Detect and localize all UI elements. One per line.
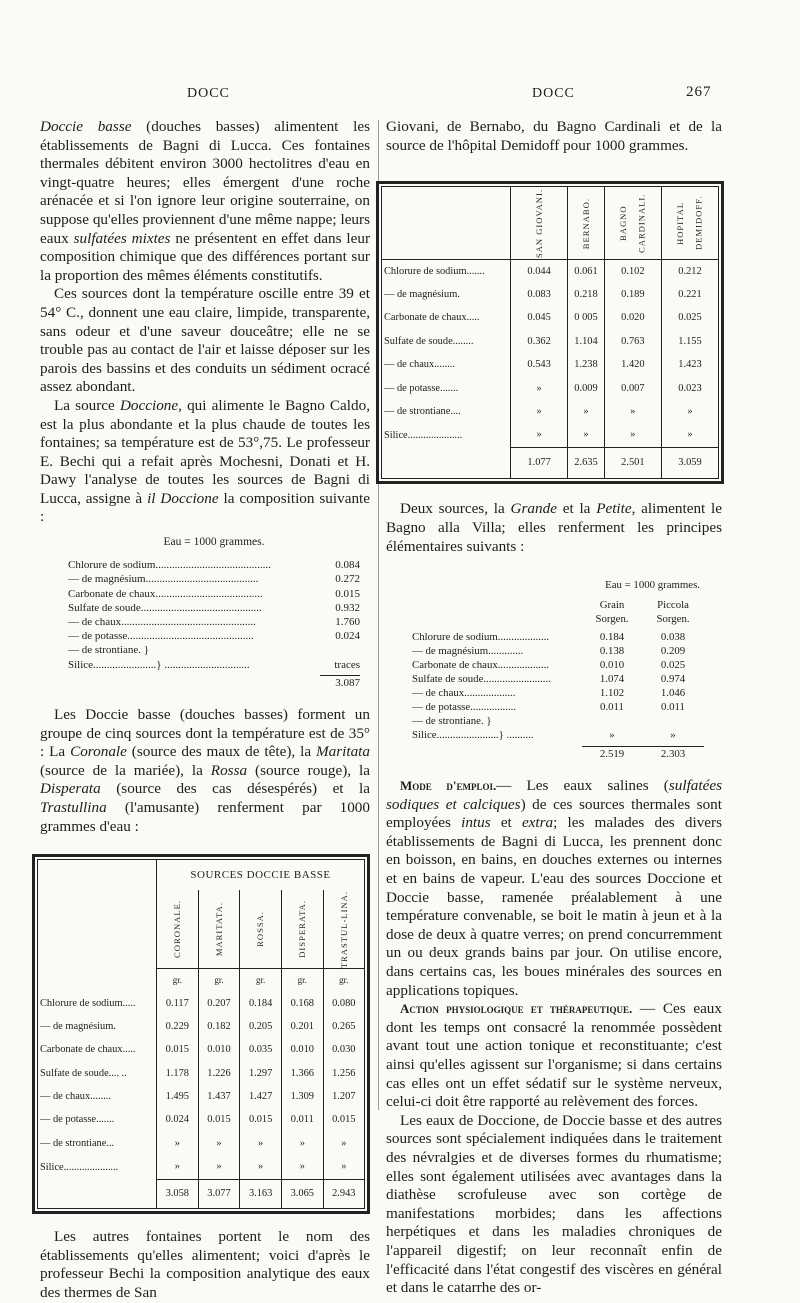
total-cell: 2.943 bbox=[323, 1180, 364, 1209]
table-cell: 0.543 bbox=[511, 354, 568, 377]
composition-row bbox=[68, 587, 360, 601]
table-cell: 0.102 bbox=[604, 260, 661, 284]
table-cell: » bbox=[323, 1156, 364, 1180]
component-name: Carbonate de chaux....................................... bbox=[68, 587, 263, 600]
table-row bbox=[38, 1039, 364, 1062]
page-number: 267 bbox=[686, 84, 712, 100]
component-name: Sulfate de soude......................... bbox=[412, 673, 551, 686]
column-header: MARITATA. bbox=[213, 902, 224, 957]
table-cell: 0.168 bbox=[281, 992, 323, 1015]
paragraph-giovani: Giovani, de Bernabo, du Bagno Cardinali et de la source de l'hôpital Demidoff pour 1000 grammes. bbox=[386, 118, 722, 154]
table-row bbox=[38, 1062, 364, 1085]
table-cell: 0.015 bbox=[157, 1039, 199, 1062]
component-name: — de chaux................................................. bbox=[68, 616, 256, 629]
table-cell: 0.265 bbox=[323, 1016, 364, 1039]
term-doccie-basse: Doccie basse bbox=[40, 118, 132, 135]
table-cell: » bbox=[281, 1156, 323, 1180]
table-cell: 1.366 bbox=[281, 1062, 323, 1085]
table-cell: » bbox=[240, 1132, 282, 1155]
composition-row bbox=[412, 672, 704, 686]
value-piccola: 0.974 bbox=[660, 673, 686, 686]
table-cell: 0.189 bbox=[604, 284, 661, 307]
table-cell: 0.007 bbox=[604, 377, 661, 400]
total-cell: 3.163 bbox=[240, 1180, 282, 1209]
right-column bbox=[386, 118, 722, 1298]
row-label: Carbonate de chaux..... bbox=[384, 312, 480, 324]
composition-row bbox=[68, 601, 360, 615]
table-cell: » bbox=[604, 424, 661, 448]
table-cell: 1.437 bbox=[198, 1086, 240, 1109]
unit-label: gr. bbox=[323, 969, 364, 992]
table-cell: 1.297 bbox=[240, 1062, 282, 1085]
running-header-right: DOCC bbox=[532, 86, 575, 101]
total-cell: 3.059 bbox=[661, 448, 718, 479]
value-grain: 0.010 bbox=[599, 659, 625, 672]
value-grain: » bbox=[609, 729, 615, 742]
table-cell: 0.229 bbox=[157, 1016, 199, 1039]
row-label: — de strontiane... bbox=[40, 1137, 115, 1149]
table-cell: 0.045 bbox=[511, 307, 568, 330]
table-cell: 0.212 bbox=[661, 260, 718, 284]
table-cell: 0.184 bbox=[240, 992, 282, 1015]
table-cell: 0.030 bbox=[323, 1039, 364, 1062]
table-cell: » bbox=[198, 1132, 240, 1155]
heading-action: Action physiologique et thérapeutique. bbox=[400, 1001, 633, 1017]
table-other-sources bbox=[376, 181, 724, 484]
value-piccola: » bbox=[670, 729, 676, 742]
column-header: BERNABO. bbox=[580, 197, 591, 249]
table-cell: 1.309 bbox=[281, 1086, 323, 1109]
value-grain: 0.011 bbox=[600, 701, 624, 714]
composition-row bbox=[412, 644, 704, 658]
table-cell: 0.025 bbox=[661, 307, 718, 330]
table-cell: 0 005 bbox=[568, 307, 605, 330]
value-grain: 1.102 bbox=[599, 687, 625, 700]
table-cell: » bbox=[198, 1156, 240, 1180]
table-cell: » bbox=[240, 1156, 282, 1180]
value-grain bbox=[582, 714, 642, 728]
component-name: — de strontiane. } bbox=[68, 644, 150, 657]
table-cell: 0.010 bbox=[281, 1039, 323, 1062]
table-cell: 0.035 bbox=[240, 1039, 282, 1062]
paragraph-autres-fontaines: Les autres fontaines portent le nom des établissements qu'elles alimentent; voici d'après le professeur Bechi la composition analytique des eaux des thermes de San bbox=[40, 1228, 370, 1302]
component-value bbox=[320, 643, 360, 657]
value-piccola: 1.046 bbox=[660, 687, 686, 700]
table-cell: 0.218 bbox=[568, 284, 605, 307]
table-caption: SOURCES DOCCIE BASSE bbox=[157, 860, 365, 890]
table-cell: 0.763 bbox=[604, 330, 661, 353]
table-cell: 1.226 bbox=[198, 1062, 240, 1085]
component-value: 1.760 bbox=[335, 616, 360, 629]
composition-row bbox=[68, 643, 360, 657]
composition-row bbox=[68, 629, 360, 643]
column-header: CORONALE. bbox=[172, 900, 183, 959]
component-name: Silice.......................} ............................... bbox=[68, 658, 250, 671]
unit-label: gr. bbox=[240, 969, 282, 992]
total-cell: 2.501 bbox=[604, 448, 661, 479]
doccione-composition bbox=[68, 535, 360, 690]
composition-row bbox=[68, 572, 360, 586]
table-cell: » bbox=[157, 1156, 199, 1180]
totals-row bbox=[38, 1180, 364, 1209]
total-cell: 3.065 bbox=[281, 1180, 323, 1209]
table-row bbox=[382, 424, 718, 448]
table-cell: 1.495 bbox=[157, 1086, 199, 1109]
table-cell: 0.061 bbox=[568, 260, 605, 284]
composition-row bbox=[412, 700, 704, 714]
table-cell: 1.420 bbox=[604, 354, 661, 377]
component-value: 0.932 bbox=[335, 601, 360, 614]
heading-mode-emploi: Mode d'emploi. bbox=[400, 778, 497, 794]
paragraph-temperature: Ces sources dont la température oscille entre 39 et 54° C., donnent une eau claire, limpide, transparente, sans odeur et d'une saveur douceâtre; elle ne se trouble pas au contact de l'air et laisse déposer sur les parois des bassins et des conduits un sédiment ocracé assez abondant. bbox=[40, 285, 370, 396]
composition-row bbox=[68, 615, 360, 629]
total-cell: 3.077 bbox=[198, 1180, 240, 1209]
table-cell: » bbox=[157, 1132, 199, 1155]
total-cell: 3.058 bbox=[157, 1180, 199, 1209]
row-label: Silice..................... bbox=[40, 1161, 119, 1173]
table-cell: 0.207 bbox=[198, 992, 240, 1015]
row-label: — de chaux........ bbox=[384, 359, 455, 371]
row-label: Sulfate de soude.... .. bbox=[40, 1067, 127, 1079]
unit-label: gr. bbox=[281, 969, 323, 992]
composition-caption: Eau = 1000 grammes. bbox=[163, 536, 265, 549]
table-cell: 0.010 bbox=[198, 1039, 240, 1062]
value-piccola: 0.011 bbox=[661, 701, 685, 714]
column-header: ROSSA. bbox=[255, 911, 266, 948]
composition-row bbox=[412, 714, 704, 728]
value-grain: 0.184 bbox=[599, 631, 625, 644]
table-cell: 0.020 bbox=[604, 307, 661, 330]
table-row bbox=[38, 1109, 364, 1132]
component-name: — de chaux................... bbox=[412, 687, 516, 700]
table-row bbox=[382, 260, 718, 284]
column-header: BAGNO CARDINALI. bbox=[618, 193, 647, 253]
row-label: Chlorure de sodium....... bbox=[384, 265, 485, 277]
table-cell: » bbox=[661, 424, 718, 448]
col-grain-sorgen: Grain Sorgen. bbox=[595, 599, 629, 626]
row-label: — de chaux........ bbox=[40, 1091, 111, 1103]
table-cell: 1.155 bbox=[661, 330, 718, 353]
table-row bbox=[382, 330, 718, 353]
component-value: 0.015 bbox=[335, 587, 360, 600]
unit-label: gr. bbox=[157, 969, 199, 992]
table-cell: 0.009 bbox=[568, 377, 605, 400]
component-value: 0.272 bbox=[335, 573, 360, 586]
component-name: — de strontiane. } bbox=[412, 715, 492, 728]
table-cell: 0.201 bbox=[281, 1016, 323, 1039]
table-cell: » bbox=[281, 1132, 323, 1155]
table-cell: 1.423 bbox=[661, 354, 718, 377]
table-cell: 0.044 bbox=[511, 260, 568, 284]
row-label: Sulfate de soude........ bbox=[384, 335, 474, 347]
composition-row bbox=[412, 686, 704, 700]
table-cell: 0.011 bbox=[281, 1109, 323, 1132]
component-name: Silice.......................} .......... bbox=[412, 729, 534, 742]
table-cell: » bbox=[568, 424, 605, 448]
column-header: SAN GIOVANI. bbox=[533, 188, 544, 258]
table-cell: 0.362 bbox=[511, 330, 568, 353]
table-cell: 1.238 bbox=[568, 354, 605, 377]
total-grain: 2.519 bbox=[582, 746, 642, 761]
column-header: HOPITAL DEMIDOFF. bbox=[675, 196, 704, 251]
total-piccola: 2.303 bbox=[642, 746, 704, 761]
component-value: 0.024 bbox=[335, 630, 360, 643]
value-grain: 0.138 bbox=[599, 645, 625, 658]
composition-row bbox=[68, 658, 360, 672]
table-row bbox=[38, 1156, 364, 1180]
table-cell: » bbox=[568, 401, 605, 424]
running-header-left: DOCC bbox=[187, 86, 230, 101]
component-value: traces bbox=[334, 658, 360, 671]
paragraph-indications: Les eaux de Doccione, de Doccie basse et des autres sources sont spécialement indiquées dans le traitement des névralgies et de diverses formes du rhumatisme; elles sont également utilisées avec avantages dans la diathèse scrofuleuse avec son cortège de manifestations morbides; dans les affections herpétiques et dans les maladies chroniques de l'appareil digestif; on leur reconnaît enfin de l'efficacité dans l'état congestif des viscères en général et dans le catarrhe des or- bbox=[386, 1111, 722, 1297]
table-row bbox=[382, 284, 718, 307]
table-cell: 0.015 bbox=[323, 1109, 364, 1132]
villa-composition bbox=[412, 578, 704, 761]
totals-row bbox=[382, 448, 718, 479]
column-header: DISPERATA. bbox=[297, 900, 307, 959]
table-cell: 1.256 bbox=[323, 1062, 364, 1085]
paragraph-action: Action physiologique et thérapeutique. — Ces eaux dont les temps ont consacré la renommée possèdent avant tout une action tonique et reconstituante; c'est ainsi qu'elles agissent sur l'organisme; si dans certains cas elles ont un effet sédatif sur le système nerveux, celui-ci doit être rapporté au relèvement des forces. bbox=[386, 1000, 722, 1111]
value-piccola: 0.038 bbox=[660, 631, 686, 644]
table-cell: 0.015 bbox=[198, 1109, 240, 1132]
paragraph-mode-emploi: Mode d'emploi.— Les eaux salines (sulfatées sodiques et calciques) de ces sources thermales sont employées intus et extra; les malades des divers établissements de Bagni di Lucca, les prennent donc en boisson, en bains, en douches externes ou internes et en bains de vapeur. L'eau des sources Doccione et Doccie basse, ramenée préalablement à une température convenable, se boit le matin à jeun et à la dose de deux à quatre verres; on prend concurremment un ou deux grands bains par jour. On utilise encore, dans certains cas, les boues minérales des sources en applications topiques. bbox=[386, 777, 722, 999]
table-cell: 0.083 bbox=[511, 284, 568, 307]
paragraph-deux-sources: Deux sources, la Grande et la Petite, alimentent le Bagno alla Villa; elles renferment les principes élémentaires suivants : bbox=[386, 500, 723, 555]
total-cell: 1.077 bbox=[511, 448, 568, 479]
table-row bbox=[382, 307, 718, 330]
row-label: — de strontiane.... bbox=[384, 405, 461, 417]
villa-caption: Eau = 1000 grammes. bbox=[605, 579, 700, 592]
table-cell: 0.080 bbox=[323, 992, 364, 1015]
table-cell: » bbox=[661, 401, 718, 424]
table-cell: 0.182 bbox=[198, 1016, 240, 1039]
component-name: Carbonate de chaux................... bbox=[412, 659, 550, 672]
table-cell: 0.015 bbox=[240, 1109, 282, 1132]
component-name: — de potasse................. bbox=[412, 701, 517, 714]
row-label: Chlorure de sodium..... bbox=[40, 997, 136, 1009]
component-name: — de magnésium......................................... bbox=[68, 573, 259, 586]
table-row bbox=[38, 992, 364, 1015]
row-label: — de potasse....... bbox=[384, 382, 459, 394]
row-label: — de potasse....... bbox=[40, 1114, 115, 1126]
value-piccola bbox=[642, 714, 704, 728]
row-label: — de magnésium. bbox=[40, 1020, 116, 1032]
unit-label: gr. bbox=[198, 969, 240, 992]
composition-row bbox=[412, 630, 704, 644]
table-row bbox=[38, 1132, 364, 1155]
row-label: — de magnésium. bbox=[384, 288, 460, 300]
component-name: — de magnésium............. bbox=[412, 645, 524, 658]
component-name: Chlorure de sodium.......................................... bbox=[68, 559, 271, 572]
value-piccola: 0.025 bbox=[660, 659, 686, 672]
value-grain: 1.074 bbox=[599, 673, 625, 686]
component-name: Sulfate de soude............................................ bbox=[68, 601, 262, 614]
table-cell: 1.178 bbox=[157, 1062, 199, 1085]
table-row bbox=[38, 1016, 364, 1039]
table-cell: 0.023 bbox=[661, 377, 718, 400]
left-column bbox=[40, 118, 370, 1303]
table-cell: 1.427 bbox=[240, 1086, 282, 1109]
table-row bbox=[382, 401, 718, 424]
table-cell: 0.117 bbox=[157, 992, 199, 1015]
column-header: TRASTUL-LINA. bbox=[338, 890, 349, 968]
table-cell: » bbox=[511, 401, 568, 424]
table-cell: » bbox=[604, 401, 661, 424]
table-cell: 1.207 bbox=[323, 1086, 364, 1109]
table-cell: » bbox=[511, 377, 568, 400]
paragraph-doccie-basse: Doccie basse (douches basses) alimentent les établissements de Bagni di Lucca. Ces fontaines thermales débitent environ 3000 hectolitres d'eau en vingt-quatre heures; elles émergent d'une roche arénacée et si l'on ignore leur origine souterraine, on suppose qu'elles proviennent d'une même nappe; leurs eaux sulfatées mixtes ne présentent en effet dans leur composition chimique que des différences portant sur la proportion des mêmes éléments constitutifs. bbox=[40, 118, 371, 284]
component-name: — de potasse.............................................. bbox=[68, 630, 254, 643]
value-piccola: 0.209 bbox=[660, 645, 686, 658]
paragraph-doccione: La source Doccione, qui alimente le Bagno Caldo, est la plus abondante et la plus chaude de toutes les fontaines; sa température est de 53°,75. Le professeur E. Bechi qui a refait après Mochesni, Donati et H. Dawy l'analyse de toutes les sources de Bagni di Lucca, assigne à il Doccione la composition suivante : bbox=[40, 396, 371, 526]
table-row bbox=[382, 354, 718, 377]
table-doccie-basse bbox=[32, 854, 370, 1214]
table-cell: 0.205 bbox=[240, 1016, 282, 1039]
component-name: Chlorure de sodium................... bbox=[412, 631, 550, 644]
table-row bbox=[38, 1086, 364, 1109]
table-cell: 1.104 bbox=[568, 330, 605, 353]
row-label: Silice..................... bbox=[384, 429, 463, 441]
total-cell: 2.635 bbox=[568, 448, 605, 479]
col-piccola-sorgen: Piccola Sorgen. bbox=[656, 599, 690, 626]
table-cell: » bbox=[511, 424, 568, 448]
table-cell: » bbox=[323, 1132, 364, 1155]
paragraph-cinq-sources: Les Doccie basse (douches basses) forment un groupe de cinq sources dont la température est de 35° : La Coronale (source des maux de tête), la Maritata (source de la mariée), la Rossa (source rouge), la Disperata (source des cas désespérés) et la Trastullina (l'amusante) renferment par 1000 grammes d'eau : bbox=[40, 706, 370, 835]
composition-total: 3.087 bbox=[335, 676, 360, 689]
table-cell: 0.221 bbox=[661, 284, 718, 307]
table-row bbox=[382, 377, 718, 400]
row-label: Carbonate de chaux..... bbox=[40, 1044, 136, 1056]
composition-row bbox=[68, 558, 360, 572]
composition-row bbox=[412, 728, 704, 742]
component-value: 0.084 bbox=[335, 559, 360, 572]
table-cell: 0.024 bbox=[157, 1109, 199, 1132]
composition-row bbox=[412, 658, 704, 672]
